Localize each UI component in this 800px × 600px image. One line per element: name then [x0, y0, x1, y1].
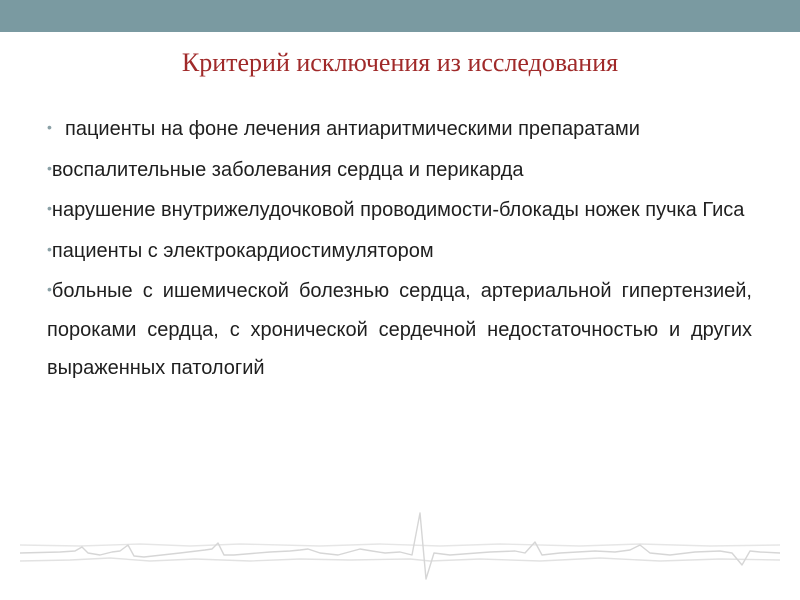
ecg-trace	[20, 513, 780, 579]
list-item	[47, 149, 752, 190]
criteria-list	[47, 108, 752, 388]
list-item	[47, 189, 752, 230]
bullet-icon: •	[47, 240, 52, 257]
ecg-decoration	[20, 495, 780, 595]
list-item	[47, 270, 752, 388]
ecg-trace	[20, 544, 780, 546]
top-band	[0, 0, 800, 32]
ecg-trace	[20, 558, 780, 561]
list-item-text: больные с ишемической болезнью сердца, артериальной гипертензией, пороками сердца, с хронической сердечной недостаточностью и других выраженных патологий	[47, 280, 752, 379]
bullet-icon: •	[47, 281, 52, 297]
bullet-icon: •	[47, 159, 52, 176]
slide-title: Критерий исключения из исследования	[181, 48, 619, 77]
list-item	[47, 108, 752, 149]
bullet-icon: •	[47, 119, 52, 135]
list-item-text: пациенты на фоне лечения антиаритмическими препаратами	[65, 118, 640, 140]
list-item-text: нарушение внутрижелудочковой проводимости-блокады ножек пучка Гиса	[51, 199, 745, 221]
list-item-text: воспалительные заболевания сердца и перикарда	[51, 158, 524, 181]
list-item-text: пациенты с электрокардиостимулятором	[51, 239, 434, 262]
list-item	[47, 230, 752, 271]
bullet-icon: •	[47, 200, 52, 216]
